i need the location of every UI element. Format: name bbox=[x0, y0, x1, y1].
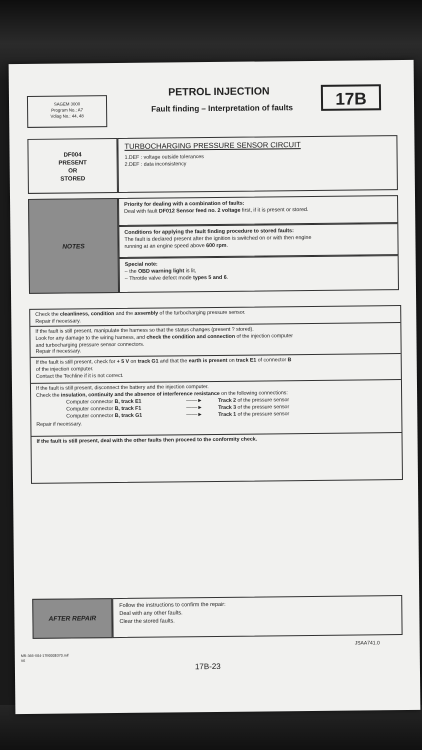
conn-bold: Track 1 bbox=[218, 411, 237, 418]
fault-code: DF004 bbox=[63, 152, 82, 159]
special-note bbox=[119, 255, 399, 293]
step-text: Repair if necessary. bbox=[35, 348, 82, 356]
fault-status: STORED bbox=[60, 176, 86, 183]
circuit-description bbox=[117, 135, 398, 193]
conn-text: of the pressure sensor bbox=[236, 403, 290, 411]
step-bold: If the fault is still present, deal with the other faults then proceed to the conformity check. bbox=[36, 436, 258, 445]
after-repair-instructions bbox=[112, 595, 402, 638]
priority-title: Priority for dealing with a combination of faults: bbox=[124, 200, 245, 208]
fault-status: OR bbox=[68, 168, 78, 175]
conn-text: of the pressure sensor bbox=[236, 396, 290, 404]
priority-note bbox=[118, 195, 398, 226]
arrow-icon: ——► bbox=[186, 411, 203, 418]
step-text: and that the bbox=[158, 358, 189, 365]
special-title: Special note: bbox=[124, 261, 158, 268]
step-bold: earth is present bbox=[188, 357, 228, 365]
step-bold: track E1 bbox=[236, 357, 257, 364]
step-text: If the fault is still present, manipulate the harness so that the status changes (present ? stored). bbox=[35, 326, 254, 335]
conditions-note bbox=[118, 223, 398, 258]
document-page bbox=[9, 60, 421, 714]
ref-line: Vdiag No.: 44, 48 bbox=[50, 113, 84, 119]
file-ref-line: MR-366-X84-17B000$370.mif bbox=[20, 653, 69, 659]
special-bold: OBD warning light bbox=[138, 268, 185, 275]
def-1: 1.DEF : voltage outside tolerances bbox=[124, 154, 204, 161]
page-number: 17B-23 bbox=[194, 661, 221, 672]
step-5 bbox=[32, 433, 402, 451]
step-text: Repair if necessary. bbox=[36, 420, 82, 428]
step-text: If the fault is still present, disconnect the battery and the injection computer. bbox=[35, 384, 209, 392]
step-text: Check the bbox=[35, 311, 61, 318]
special-text: – the bbox=[124, 268, 139, 275]
step-text: Look for any damage to the wiring harness, and bbox=[35, 334, 147, 342]
conditions-title: Conditions for applying the fault finding procedure to stored faults: bbox=[124, 228, 294, 236]
file-ref-line: V6 bbox=[20, 658, 26, 663]
conn-text: of the pressure sensor bbox=[236, 410, 290, 418]
ref-line: SAGEM 3000 bbox=[53, 101, 81, 107]
ref-line: Program No.: A7 bbox=[51, 107, 83, 113]
step-text: Check the bbox=[36, 392, 61, 399]
conditions-text: . bbox=[226, 242, 228, 249]
special-text: . bbox=[226, 274, 229, 281]
arrow-icon: ——► bbox=[186, 404, 203, 411]
fault-code-box bbox=[27, 138, 118, 194]
connection-row bbox=[218, 411, 289, 419]
conn-bold: Track 2 bbox=[218, 397, 237, 404]
step-bold: cleanliness, condition bbox=[60, 311, 115, 318]
step-bold: + 5 V bbox=[116, 358, 130, 366]
page-title: PETROL INJECTION bbox=[168, 85, 270, 99]
step-text: on the following connections: bbox=[219, 390, 288, 397]
priority-text: first, if it is present or stored. bbox=[240, 207, 309, 214]
step-bold: track G1 bbox=[137, 358, 159, 365]
special-text: is lit, bbox=[184, 268, 197, 275]
conn-text: Computer connector bbox=[66, 405, 115, 413]
after-repair-line: Deal with any other faults. bbox=[119, 610, 183, 618]
section-code: 17B bbox=[321, 84, 381, 111]
procedure-steps bbox=[29, 305, 403, 484]
conditions-text: The fault is declared present after the ignition is switched on or with then engine bbox=[124, 234, 312, 243]
step-text: and the bbox=[114, 310, 135, 318]
conn-bold: Track 3 bbox=[218, 404, 237, 411]
step-text: of the turbocharging pressure sensor. bbox=[158, 309, 246, 317]
document-code: JSAA741.0 bbox=[354, 640, 380, 647]
conn-bold: B, track E1 bbox=[114, 398, 142, 405]
step-text: Repair if necessary. bbox=[35, 318, 81, 325]
special-text: – Throttle valve defect mode bbox=[124, 275, 194, 282]
conn-bold: B, track F1 bbox=[114, 405, 142, 412]
conn-text: Computer connector bbox=[66, 398, 115, 406]
file-reference bbox=[21, 653, 81, 663]
step-text: on bbox=[128, 358, 138, 365]
step-text: of the injection computer bbox=[234, 332, 293, 340]
step-bold: insulation, continuity and the absence of interference resistance bbox=[60, 390, 220, 399]
conditions-rpm: 600 rpm bbox=[206, 242, 227, 250]
step-bold: B bbox=[287, 357, 292, 364]
fault-status: PRESENT bbox=[58, 160, 87, 167]
notes-label: NOTES bbox=[28, 198, 119, 294]
step-bold: check the condition and connection bbox=[146, 333, 236, 341]
step-text: of the injection computer. bbox=[35, 366, 94, 373]
step-text: on bbox=[227, 357, 237, 364]
priority-fault: DF012 Sensor feed no. 2 voltage bbox=[158, 207, 241, 215]
step-text: of connector bbox=[256, 357, 288, 364]
page-subtitle: Fault finding – Interpretation of faults bbox=[151, 103, 294, 114]
step-4 bbox=[31, 380, 402, 437]
circuit-title: TURBOCHARGING PRESSURE SENSOR CIRCUIT bbox=[124, 140, 301, 151]
step-text: Contact the Techline if it is not correct. bbox=[35, 372, 124, 380]
conditions-text: running at an engine speed above bbox=[124, 243, 207, 250]
special-bold: types 5 and 6 bbox=[193, 274, 227, 282]
arrow-icon: ——► bbox=[186, 397, 203, 404]
def-2: 2.DEF : data inconsistency bbox=[124, 161, 187, 168]
after-repair-line: Clear the stored faults. bbox=[119, 618, 175, 626]
step-bold: assembly bbox=[134, 310, 159, 317]
step-text: If the fault is still present, check for bbox=[35, 359, 117, 366]
connection-row bbox=[66, 412, 142, 420]
conn-bold: B, track G1 bbox=[114, 412, 143, 419]
priority-text: Deal with fault bbox=[124, 208, 159, 215]
after-repair-line: Follow the instructions to confirm the repair: bbox=[119, 601, 226, 610]
step-2 bbox=[30, 323, 400, 358]
step-3 bbox=[31, 354, 401, 384]
connection-list bbox=[36, 396, 396, 422]
step-text: and turbocharging pressure sensor connectors. bbox=[35, 341, 145, 349]
after-repair-label: AFTER REPAIR bbox=[32, 598, 112, 639]
vehicle-reference-box bbox=[27, 95, 107, 128]
conn-text: Computer connector bbox=[66, 412, 115, 420]
